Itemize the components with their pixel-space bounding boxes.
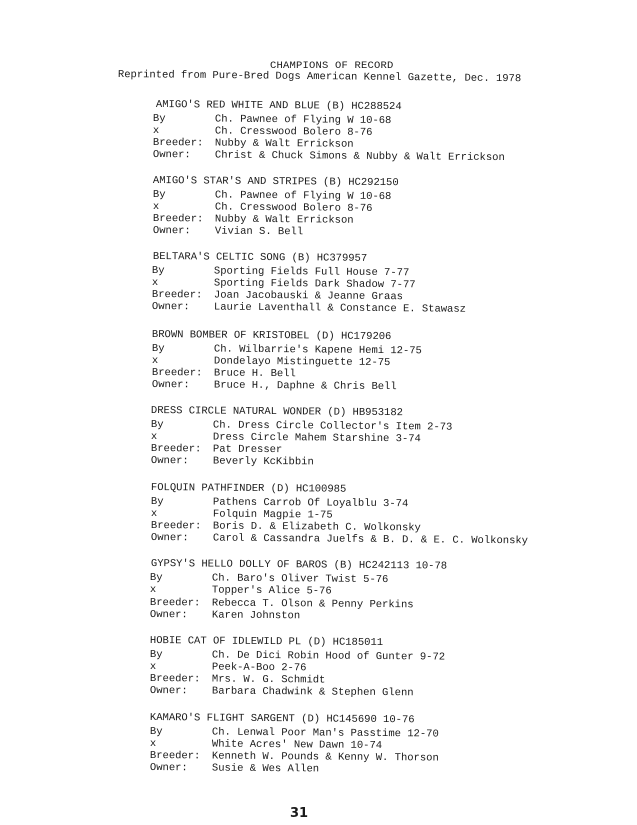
dam-value: Peek-A-Boo 2-76 xyxy=(211,661,307,675)
breeder-value: Boris D. & Elizabeth C. Wolkonsky xyxy=(212,520,421,535)
owner-row xyxy=(151,532,528,547)
owner-row xyxy=(153,225,303,238)
owner-value: Barbara Chadwink & Stephen Glenn xyxy=(211,685,414,700)
owner-label: Owner: xyxy=(151,379,190,392)
dog-name: BELTARA'S CELTIC SONG (B) HC379957 xyxy=(152,251,368,265)
sire-value: Ch. Pawnee of Flying W 10-68 xyxy=(214,113,392,128)
breeder-value: Kenneth W. Pounds & Kenny W. Thorson xyxy=(211,750,439,765)
breeder-label: Breeder: xyxy=(151,367,203,380)
breeder-label: Breeder: xyxy=(150,520,202,533)
dam-label: x xyxy=(151,355,159,368)
breeder-label: Breeder: xyxy=(149,750,201,763)
breeder-value: Rebecca T. Olson & Penny Perkins xyxy=(211,597,414,612)
dam-label: x xyxy=(152,201,160,214)
owner-value: Bruce H., Daphne & Chris Bell xyxy=(213,379,397,394)
sire-value: Ch. Wilbarrie's Kapene Hemi 12-75 xyxy=(213,343,422,358)
sire-value: Ch. Lenwal Poor Man's Passtime 12-70 xyxy=(211,726,439,741)
owner-value: Beverly KcKibbin xyxy=(212,455,314,469)
dog-name: HOBIE CAT OF IDLEWILD PL (D) HC185011 xyxy=(149,635,384,650)
sire-label: By xyxy=(152,189,166,202)
owner-label: Owner: xyxy=(149,685,188,698)
breeder-value: Bruce H. Bell xyxy=(213,367,296,381)
dam-row xyxy=(150,584,332,598)
dog-name: DRESS CIRCLE NATURAL WONDER (D) HB953182 xyxy=(150,405,404,420)
breeder-label: Breeder: xyxy=(152,213,204,226)
owner-row xyxy=(150,609,300,622)
owner-row xyxy=(152,301,466,316)
dam-value: Ch. Cresswood Bolero 8-76 xyxy=(214,201,373,215)
dam-value: Dress Circle Mahem Starshine 3-74 xyxy=(212,431,421,446)
owner-label: Owner: xyxy=(150,455,189,468)
dam-label: x xyxy=(149,738,157,751)
dam-value: Sporting Fields Dark Shadow 7-77 xyxy=(213,277,416,292)
breeder-value: Mrs. W. G. Schmidt xyxy=(211,673,326,687)
dam-value: Folquin Magpie 1-75 xyxy=(212,508,333,522)
owner-row xyxy=(151,455,314,468)
owner-label: Owner: xyxy=(149,762,188,775)
sire-label: By xyxy=(150,496,164,509)
sire-label: By xyxy=(151,265,165,278)
breeder-value: Nubby & Walt Errickson xyxy=(214,213,354,227)
owner-label: Owner: xyxy=(152,149,191,162)
dam-value: Ch. Cresswood Bolero 8-76 xyxy=(214,125,373,139)
dog-name: GYPSY'S HELLO DOLLY OF BAROS (B) HC242113 10-78 xyxy=(150,558,448,573)
dam-value: Dondelayo Mistinguette 12-75 xyxy=(213,355,391,370)
owner-label: Owner: xyxy=(152,225,191,238)
sire-value: Ch. De Dici Robin Hood of Gunter 9-72 xyxy=(211,649,446,664)
dam-label: x xyxy=(150,431,158,444)
dog-name: BROWN BOMBER OF KRISTOBEL (D) HC179206 xyxy=(151,329,392,344)
dam-label: x xyxy=(149,661,157,674)
dam-value: Topper's Alice 5-76 xyxy=(211,584,332,598)
owner-value: Christ & Chuck Simons & Nubby & Walt Errickson xyxy=(214,149,505,165)
sire-value: Ch. Pawnee of Flying W 10-68 xyxy=(214,189,392,204)
sire-label: By xyxy=(150,419,164,432)
owner-label: Owner: xyxy=(151,301,190,314)
owner-label: Owner: xyxy=(149,609,188,622)
owner-value: Carol & Cassandra Juelfs & B. D. & E. C. Wolkonsky xyxy=(212,532,529,548)
owner-value: Susie & Wes Allen xyxy=(211,762,320,776)
dam-label: x xyxy=(150,508,158,521)
dam-label: x xyxy=(152,125,160,138)
owner-row xyxy=(150,685,414,699)
sire-label: By xyxy=(151,343,165,356)
document-title: CHAMPIONS OF RECORD xyxy=(270,60,394,72)
owner-value: Vivian S. Bell xyxy=(214,225,304,239)
sire-label: By xyxy=(149,726,163,739)
breeder-label: Breeder: xyxy=(150,443,202,456)
owner-value: Karen Johnston xyxy=(211,609,301,623)
sire-value: Sporting Fields Full House 7-77 xyxy=(213,265,410,280)
dog-name: FOLQUIN PATHFINDER (D) HC100985 xyxy=(150,482,347,496)
dam-label: x xyxy=(149,584,157,597)
sire-value: Ch. Baro's Oliver Twist 5-76 xyxy=(211,572,389,587)
breeder-label: Breeder: xyxy=(151,289,203,302)
document-subtitle: Reprinted from Pure-Bred Dogs American Kennel Gazette, Dec. 1978 xyxy=(117,69,522,86)
owner-value: Laurie Laventhall & Constance E. Stawasz xyxy=(213,301,467,316)
dog-name: AMIGO'S STAR'S AND STRIPES (B) HC292150 xyxy=(152,175,399,190)
breeder-value: Joan Jacobauski & Jeanne Graas xyxy=(213,289,404,304)
breeder-label: Breeder: xyxy=(149,597,201,610)
dam-label: x xyxy=(151,277,159,290)
breeder-label: Breeder: xyxy=(149,673,201,686)
breeder-label: Breeder: xyxy=(152,137,204,150)
owner-row xyxy=(150,762,319,775)
dam-value: White Acres' New Dawn 10-74 xyxy=(211,738,383,753)
owner-row xyxy=(152,379,397,393)
sire-value: Pathens Carrob Of Loyalblu 3-74 xyxy=(212,496,409,511)
breeder-value: Pat Dresser xyxy=(212,443,283,457)
sire-label: By xyxy=(149,572,163,585)
sire-value: Ch. Dress Circle Collector's Item 2-73 xyxy=(212,419,453,434)
dog-name: KAMARO'S FLIGHT SARGENT (D) HC145690 10-76 xyxy=(149,712,415,727)
sire-label: By xyxy=(152,113,166,126)
page-number: 31 xyxy=(290,806,309,821)
breeder-value: Nubby & Walt Errickson xyxy=(214,137,354,151)
dog-name: AMIGO'S RED WHITE AND BLUE (B) HC288524 xyxy=(155,99,402,114)
owner-row xyxy=(153,149,505,164)
owner-label: Owner: xyxy=(150,532,189,545)
sire-label: By xyxy=(149,649,163,662)
